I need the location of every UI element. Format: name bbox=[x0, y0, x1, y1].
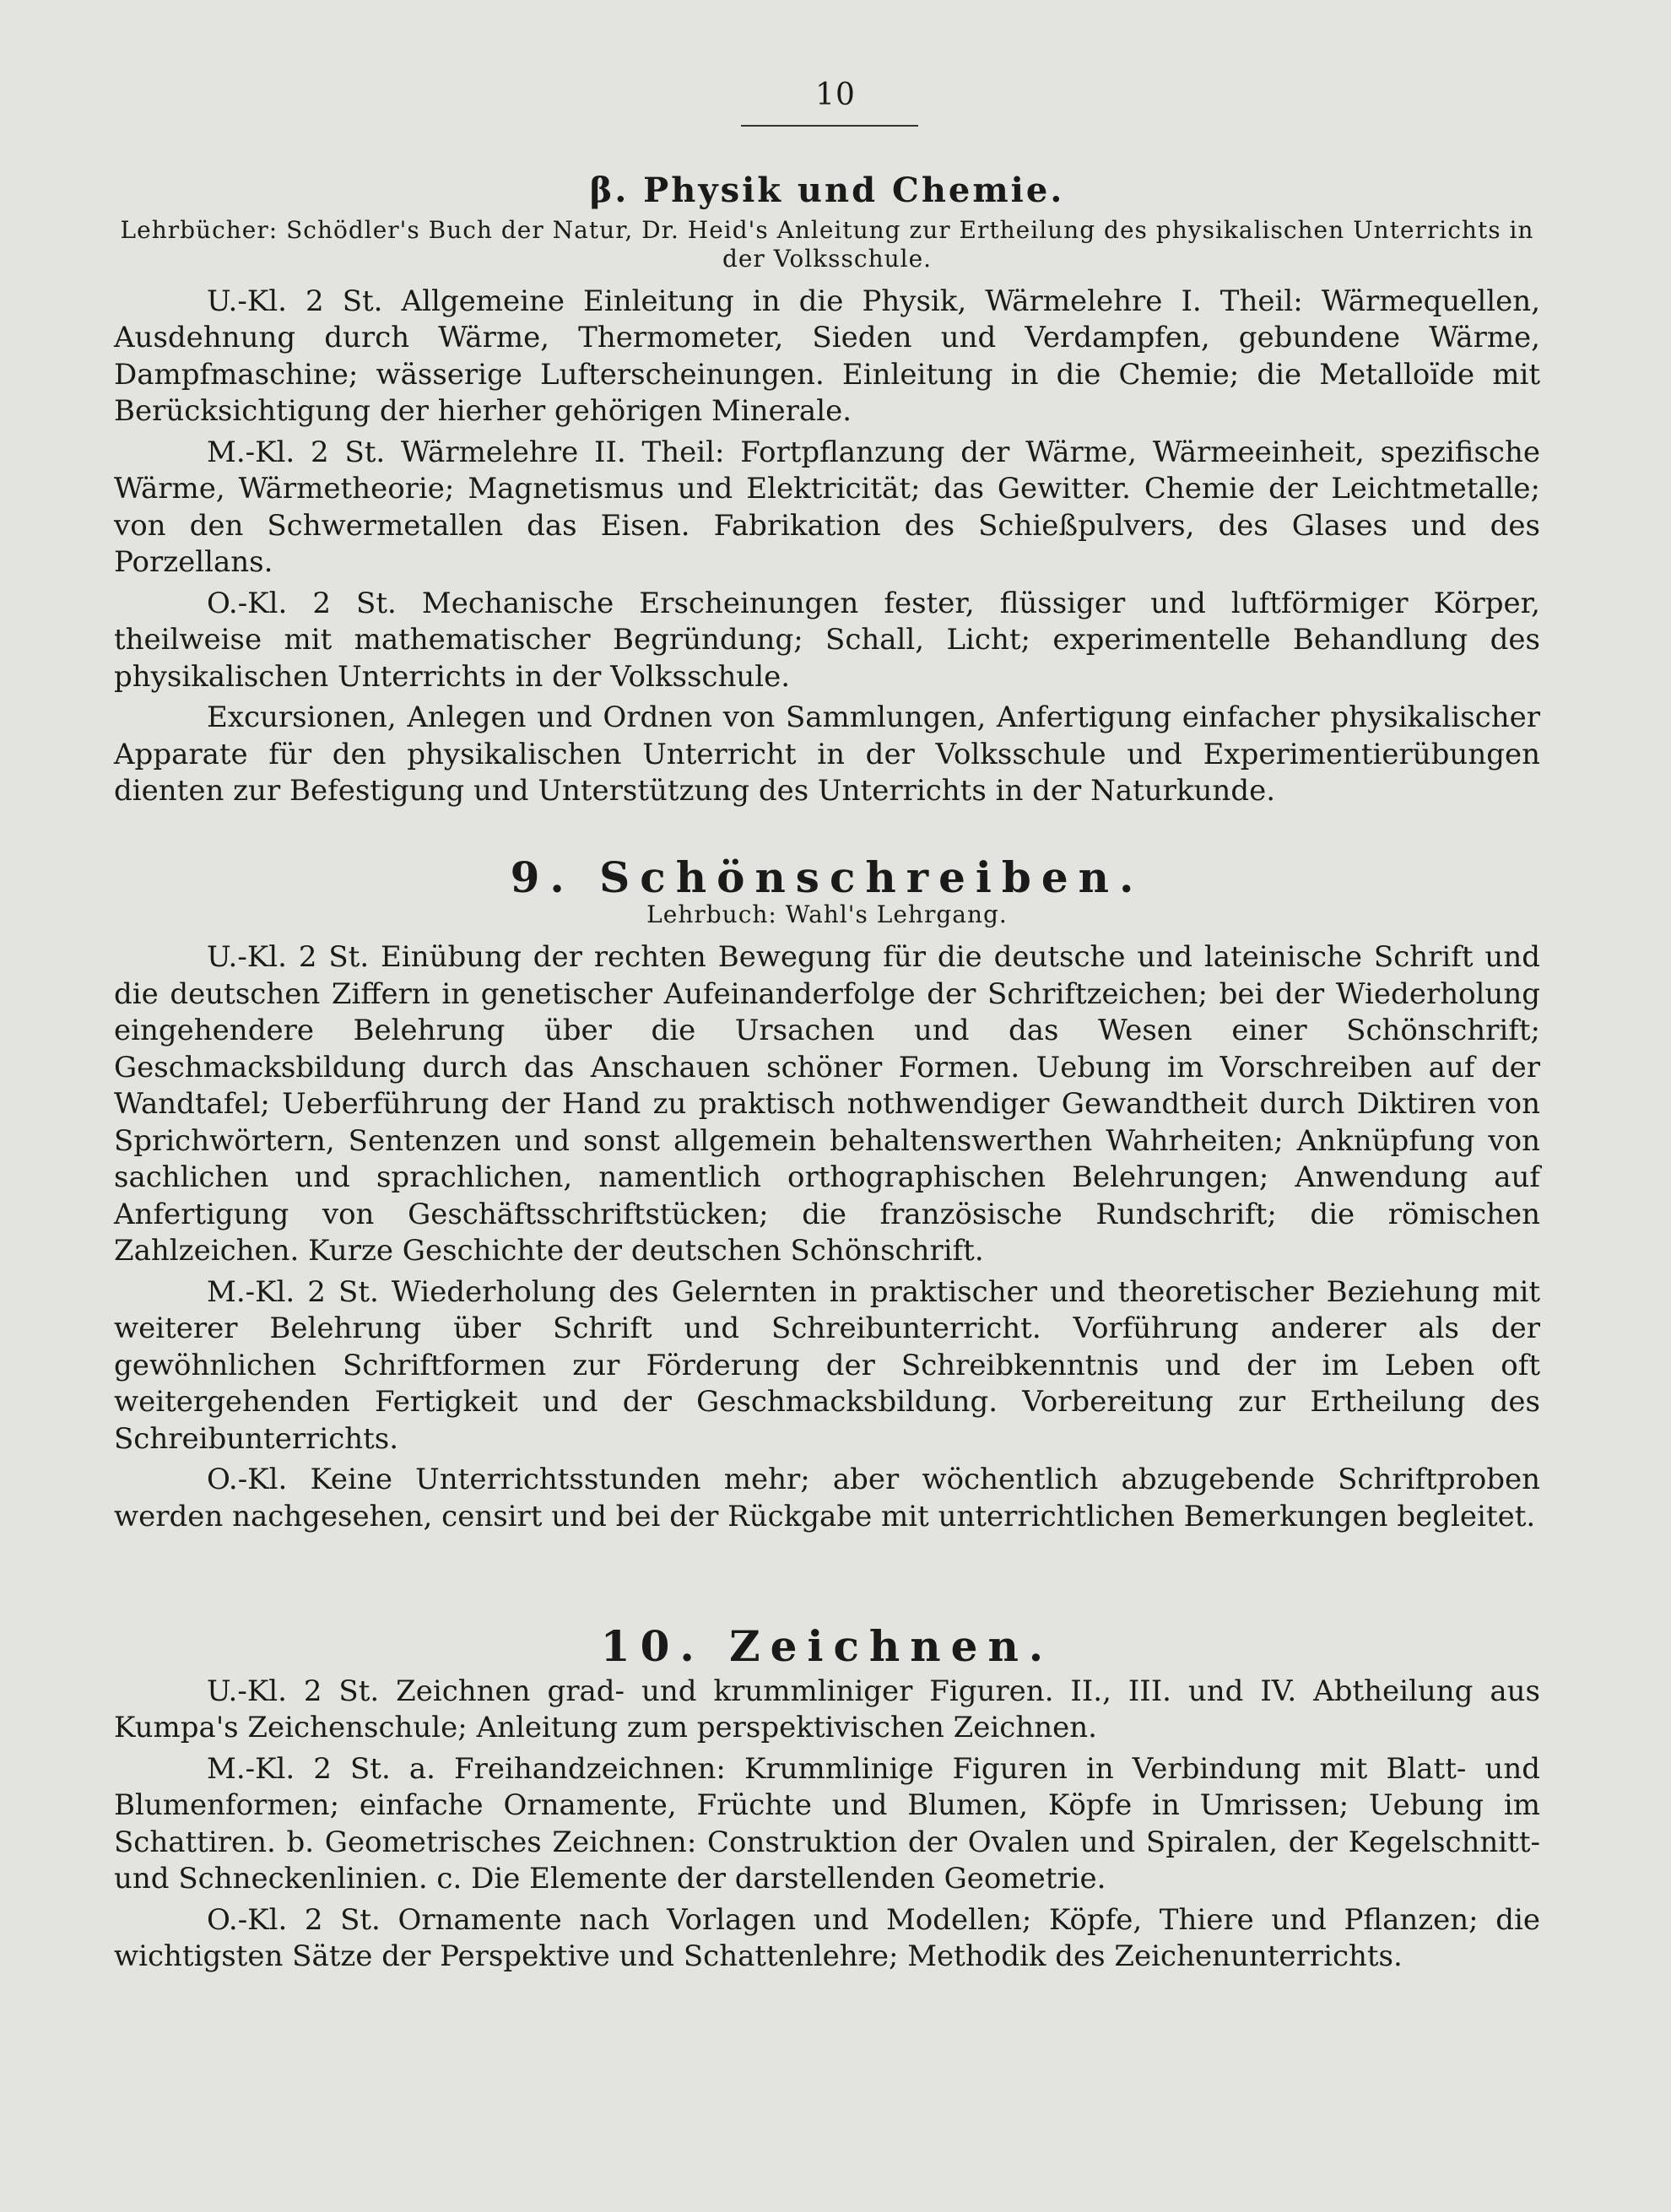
paragraph: Excursionen, Anlegen und Ordnen von Sammlungen, Anfertigung einfacher physikalischer Apparate für den physikalischen Unterricht in der Volksschule und Experimentierübungen dienten zur Befestigung und Unterstützung des Unterrichts in der Naturkunde. bbox=[114, 700, 1540, 808]
section-heading-physik: β. Physik und Chemie. bbox=[589, 170, 1065, 210]
textbooks-physik: Lehrbücher: Schödler's Buch der Natur, Dr. Heid's Anleitung zur Ertheilung des physikalischen Unterrichts in der Volksschule. bbox=[120, 215, 1534, 273]
paragraph: O.-Kl. 2 St. Mechanische Erscheinungen fester, flüssiger und luftförmiger Körper, theilweise mit mathematischer Begründung; Schall, Licht; experimentelle Behandlung des physikalischen Unterrichts in der Volksschule. bbox=[114, 586, 1540, 694]
page-number-rule bbox=[741, 125, 918, 127]
paragraph: M.-Kl. 2 St. Wärmelehre II. Theil: Fortpflanzung der Wärme, Wärmeeinheit, spezifische Wärme, Wärmetheorie; Magnetismus und Elektricität; das Gewitter. Chemie der Leichtmetalle; von den Schwermetallen das Eisen. Fabrikation des Schießpulvers, des Glases und des Porzellans. bbox=[114, 435, 1540, 579]
page-number: 10 bbox=[815, 78, 856, 112]
paragraph: O.-Kl. Keine Unterrichtsstunden mehr; aber wöchentlich abzugebende Schriftproben werden nachgesehen, censirt und bei der Rückgabe mit unterrichtlichen Bemerkungen begleitet. bbox=[114, 1463, 1540, 1533]
textbooks-schoenschreiben: Lehrbuch: Wahl's Lehrgang. bbox=[646, 900, 1008, 928]
paragraph: U.-Kl. 2 St. Einübung der rechten Bewegung für die deutsche und lateinische Schrift und die deutschen Ziffern in genetischer Aufeinanderfolge der Schriftzeichen; bei der Wiederholung eingehendere Belehrung über die Ursachen und das Wesen einer Schönschrift; Geschmacksbildung durch das Anschauen schöner Formen. Uebung im Vorschreiben auf der Wandtafel; Ueberführung der Hand zu praktisch nothwendiger Gewandtheit durch Diktiren von Sprichwörtern, Sentenzen und sonst allgemein behaltenswerthen Wahrheiten; Anknüpfung von sachlichen und sprachlichen, namentlich orthographischen Belehrungen; Anwendung auf Anfertigung von Geschäftsschriftstücken; die französische Rundschrift; die römischen Zahlzeichen. Kurze Geschichte der deutschen Schönschrift. bbox=[114, 940, 1540, 1268]
section-heading-schoenschreiben: 9. Schönschreiben. bbox=[510, 852, 1144, 902]
page-content bbox=[114, 160, 1540, 1980]
paragraph: M.-Kl. 2 St. Wiederholung des Gelernten in praktischer und theoretischer Beziehung mit weiterer Belehrung über Schrift und Schreibunterricht. Vorführung anderer als der gewöhnlichen Schriftformen zur Förderung der Schreibkenntnis und der im Leben oft weitergehenden Fertigkeit und der Geschmacksbildung. Vorbereitung zur Ertheilung des Schreibunterrichts. bbox=[114, 1274, 1540, 1456]
paragraph: U.-Kl. 2 St. Allgemeine Einleitung in die Physik, Wärmelehre I. Theil: Wärmequellen, Ausdehnung durch Wärme, Thermometer, Sieden und Verdampfen, gebundene Wärme, Dampfmaschine; wässerige Lufterscheinungen. Einleitung in die Chemie; die Metalloïde mit Berücksichtigung der hierher gehörigen Minerale. bbox=[114, 284, 1540, 428]
paragraph: M.-Kl. 2 St. a. Freihandzeichnen: Krummlinige Figuren in Verbindung mit Blatt- und Blumenformen; einfache Ornamente, Früchte und Blumen, Köpfe in Umrissen; Uebung im Schattiren. b. Geometrisches Zeichnen: Construktion der Ovalen und Spiralen, der Kegelschnitt- und Schneckenlinien. c. Die Elemente der darstellenden Geometrie. bbox=[114, 1751, 1540, 1896]
paragraph: U.-Kl. 2 St. Zeichnen grad- und krummliniger Figuren. II., III. und IV. Abtheilung aus Kumpa's Zeichenschule; Anleitung zum perspektivischen Zeichnen. bbox=[114, 1674, 1540, 1744]
section-heading-zeichnen: 10. Zeichnen. bbox=[600, 1621, 1054, 1671]
paragraph: O.-Kl. 2 St. Ornamente nach Vorlagen und Modellen; Köpfe, Thiere und Pflanzen; die wichtigsten Sätze der Perspektive und Schattenlehre; Methodik des Zeichenunterrichts. bbox=[114, 1902, 1540, 1973]
